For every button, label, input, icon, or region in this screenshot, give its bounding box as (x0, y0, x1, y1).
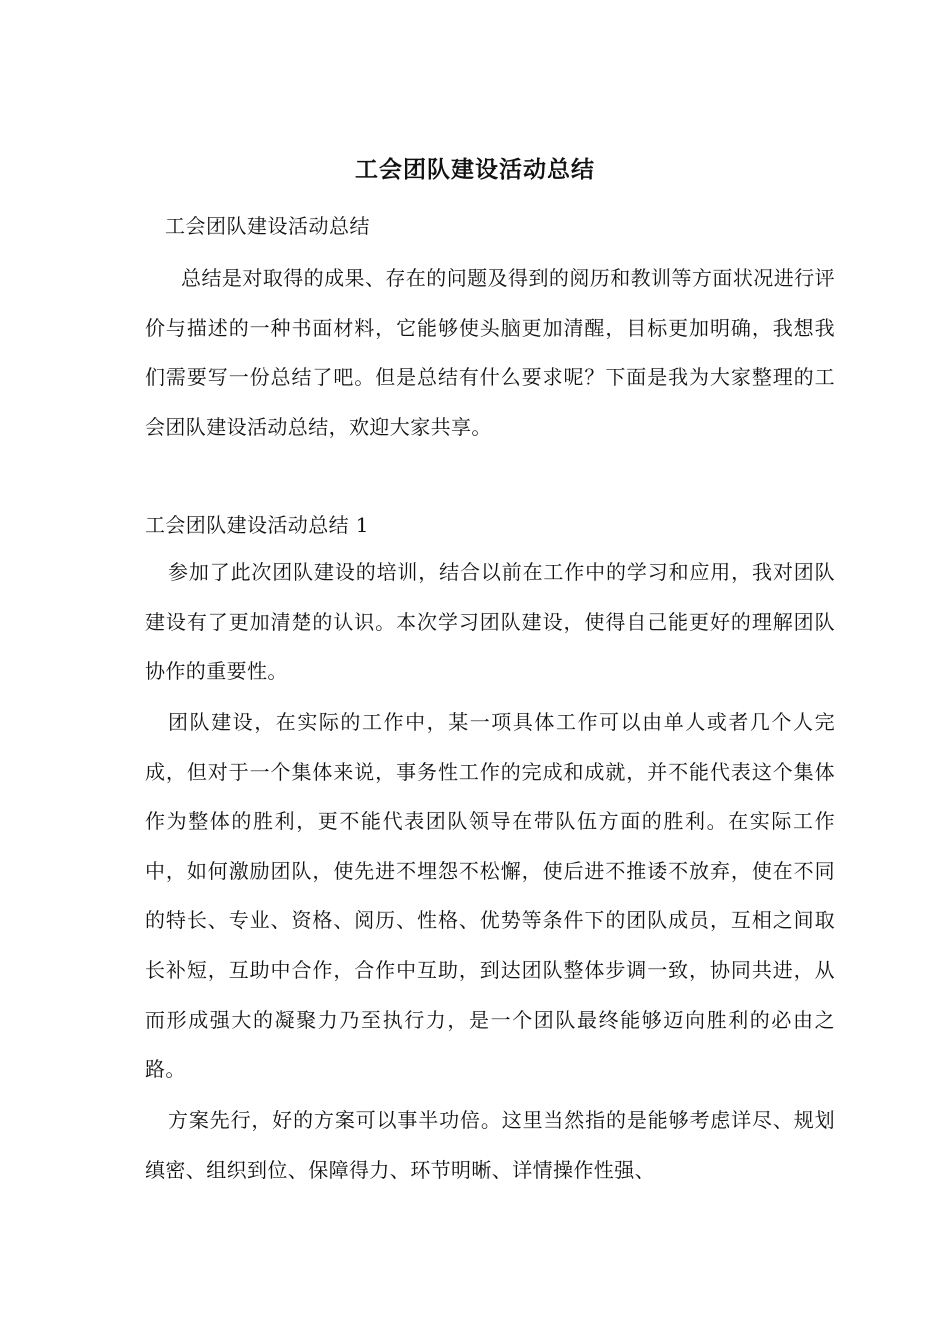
intro-paragraph: 总结是对取得的成果、存在的问题及得到的阅历和教训等方面状况进行评价与描述的一种书面材料，它能够使头脑更加清醒，目标更加明确，我想我们需要写一份总结了吧。但是总结有什么要求呢？下面是我为大家整理的工会团队建设活动总结，欢迎大家共享。 (145, 266, 835, 439)
body-paragraph-1: 参加了此次团队建设的培训，结合以前在工作中的学习和应用，我对团队建设有了更加清楚的认识。本次学习团队建设，使得自己能更好的理解团队协作的重要性。 (145, 560, 835, 684)
body-paragraph-2: 团队建设，在实际的工作中，某一项具体工作可以由单人或者几个人完成，但对于一个集体来说，事务性工作的完成和成就，并不能代表这个集体作为整体的胜利，更不能代表团队领导在带队伍方面的胜利。在实际工作中，如何激励团队，使先进不埋怨不松懈，使后进不推诿不放弃，使在不同的特长、专业、资格、阅历、性格、优势等条件下的团队成员，互相之间取长补短，互助中合作，合作中互助，到达团队整体步调一致，协同共进，从而形成强大的凝聚力乃至执行力，是一个团队最终能够迈向胜利的必由之路。 (145, 710, 835, 1082)
document-title: 工会团队建设活动总结 (355, 156, 595, 183)
body-paragraph-3: 方案先行，好的方案可以事半功倍。这里当然指的是能够考虑详尽、规划缜密、组织到位、保障得力、环节明晰、详情操作性强、 (145, 1108, 835, 1182)
section-heading: 工会团队建设活动总结 1 (145, 513, 369, 537)
document-subtitle: 工会团队建设活动总结 (165, 214, 370, 238)
